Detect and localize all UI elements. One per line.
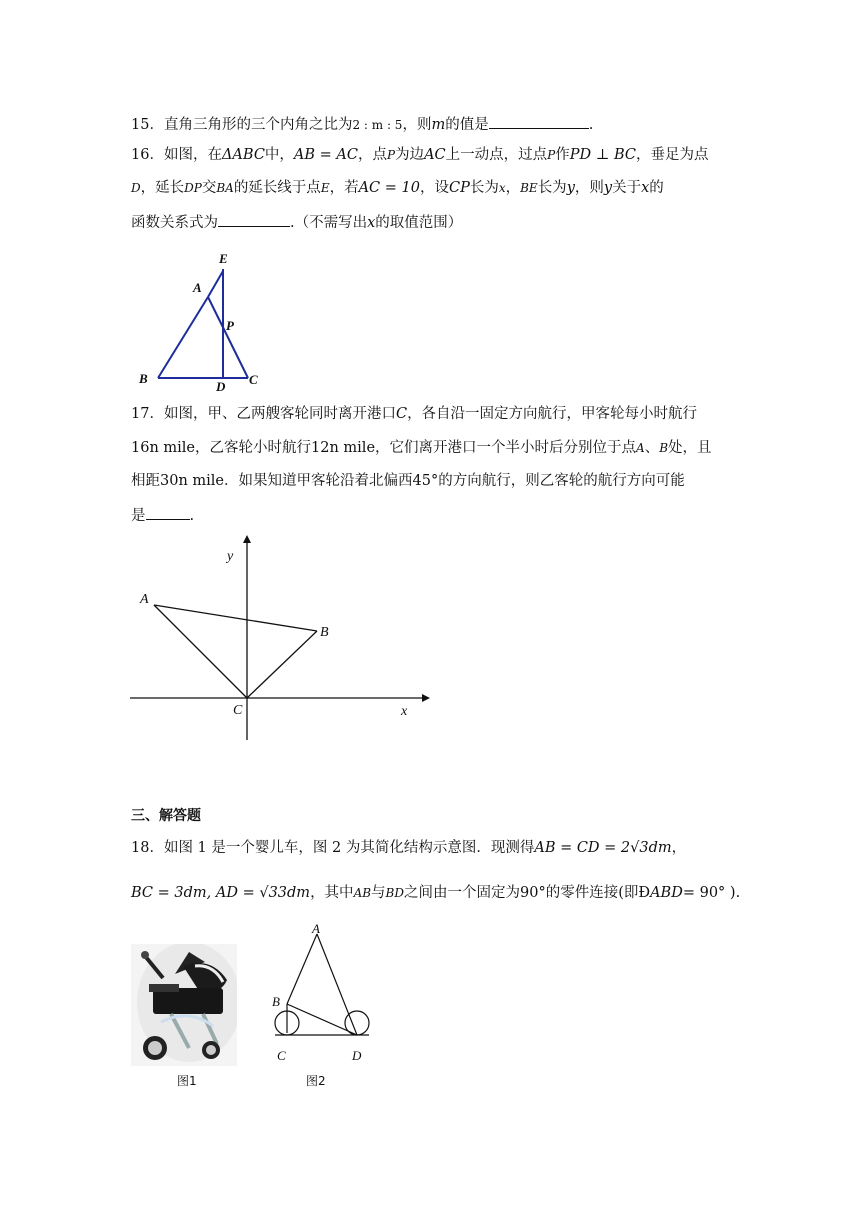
q16-text: 中， — [264, 147, 294, 163]
question-17-line-3 — [131, 471, 685, 491]
q17-var: A — [636, 441, 645, 455]
q16-text: 为边 — [395, 147, 425, 163]
q18-text: ， — [671, 840, 687, 856]
q16-text: 上一动点，过点 — [445, 147, 548, 163]
q16-var: P — [386, 148, 396, 162]
label-a: A — [140, 592, 149, 607]
question-16-line-1 — [131, 145, 708, 165]
q16-var: P — [547, 148, 556, 162]
q16-var: x — [641, 180, 650, 196]
q16-var: x — [498, 181, 506, 195]
label-a: A — [193, 280, 202, 295]
q18-eq: BC = 3dm, AD = √33dm — [131, 885, 311, 901]
label-c: C — [277, 1048, 286, 1063]
y-axis-arrow-icon — [243, 535, 251, 543]
q15-answer-blank[interactable] — [489, 114, 589, 129]
q16-var: AC — [424, 147, 446, 163]
q17-value: 12n mile — [311, 440, 376, 456]
label-d: D — [352, 1048, 362, 1063]
stroller-photo — [131, 944, 237, 1066]
q16-triangle: ΔABC — [221, 147, 265, 163]
q17-text: 处，且 — [668, 440, 712, 456]
q17-text: ，它们离开港口一个半小时后分别位于点 — [375, 440, 637, 456]
q17-value: 30n mile — [160, 473, 225, 489]
q17-var: B — [659, 441, 669, 455]
q16-text: 作 — [555, 147, 570, 163]
q18-text: ，其中 — [310, 885, 354, 901]
q18-text: = 90° ). — [682, 885, 741, 901]
q16-triangle-figure — [130, 245, 280, 395]
q17-var: C — [395, 406, 408, 422]
q16-var: CP — [448, 180, 470, 196]
q16-answer-blank[interactable] — [218, 212, 290, 227]
q16-text: 16．如图，在 — [131, 147, 222, 163]
segment-ab — [287, 934, 317, 1004]
q16-var: DP — [184, 181, 202, 195]
question-18-line-1 — [131, 838, 686, 858]
segment-ca — [154, 605, 247, 698]
label-y: y — [227, 549, 234, 564]
q17-text: ．如果知道甲客轮沿着北偏西 — [224, 473, 413, 489]
q16-text: ，若 — [329, 180, 359, 196]
q18-var: ABD — [650, 885, 683, 901]
q15-ratio: 2 : m : 5 — [352, 118, 403, 132]
q16-var: y — [603, 180, 613, 196]
stroller-icon — [131, 944, 237, 1066]
q16-var: y — [566, 180, 575, 196]
label-b: B — [272, 994, 280, 1009]
q17-answer-blank[interactable] — [146, 505, 190, 520]
question-15 — [131, 114, 593, 135]
q16-text: ，则 — [574, 180, 604, 196]
q17-text: 、 — [644, 440, 660, 456]
q16-text: ，延长 — [140, 180, 185, 196]
label-a: A — [312, 921, 320, 936]
segment-ae-extension — [208, 271, 223, 297]
label-p: P — [226, 318, 234, 333]
question-18-line-2 — [131, 883, 740, 903]
q17-value: 45° — [412, 473, 439, 489]
q15-text-c: 的值是 — [445, 117, 489, 133]
q16-text: ，点 — [357, 147, 387, 163]
q16-text: 交 — [201, 180, 217, 196]
label-b: B — [139, 371, 148, 386]
q15-text: 15．直角三角形的三个内角之比为 — [131, 117, 353, 133]
q15-end: . — [588, 117, 594, 133]
figure-1-caption: 图1 — [177, 1074, 197, 1088]
q18-text: 的零件连接(即Ð — [545, 885, 651, 901]
q16-text: 关于 — [612, 180, 642, 196]
segment-ba — [158, 297, 208, 378]
label-b: B — [320, 625, 329, 640]
q17-text: ，各自沿一固定方向航行，甲客轮每小时航行 — [407, 406, 698, 422]
q17-text: ，乙客轮小时航行 — [195, 440, 312, 456]
q16-var: x — [367, 215, 376, 231]
q17-value: 16n mile — [131, 440, 196, 456]
label-c: C — [249, 372, 258, 387]
q16-text: ，垂足为点 — [635, 147, 709, 163]
q16-text: 函数关系式为 — [131, 215, 218, 231]
label-x: x — [401, 704, 408, 719]
label-d: D — [216, 379, 226, 394]
section-title: 三、解答题 — [131, 808, 201, 824]
q16-text: 的延长线于点 — [233, 180, 321, 196]
segment-ac — [208, 297, 248, 378]
q17-text: 相距 — [131, 473, 160, 489]
q15-var-m: m — [431, 117, 446, 133]
q16-text: ， — [505, 180, 521, 196]
q16-var: BA — [216, 181, 234, 195]
q16-text: ，设 — [419, 180, 449, 196]
q18-text: 18．如图 1 是一个婴儿车，图 2 为其简化结构示意图．现测得 — [131, 840, 535, 856]
question-17-line-4 — [131, 505, 194, 526]
figure-2-caption: 图2 — [306, 1074, 326, 1088]
q16-eq: AB = AC — [293, 147, 358, 163]
label-c: C — [233, 703, 243, 718]
q17-text: 的方向航行，则乙客轮的航行方向可能 — [438, 473, 685, 489]
q16-var: BE — [520, 181, 538, 195]
q16-text: 长为 — [469, 180, 499, 196]
question-16-line-3 — [131, 212, 462, 233]
q15-text-b: ，则 — [402, 117, 432, 133]
q16-eq: AC = 10 — [358, 180, 420, 196]
q17-text: . — [189, 508, 195, 524]
q16-text: 的取值范围） — [375, 215, 463, 231]
segment-cb — [247, 631, 317, 698]
question-16-line-2 — [131, 178, 664, 198]
q17-text: 是 — [131, 508, 146, 524]
x-axis-arrow-icon — [422, 694, 430, 702]
q18-var: AB — [353, 886, 372, 900]
q18-text: 与 — [371, 885, 386, 901]
q18-value: 90° — [520, 885, 546, 901]
label-e: E — [219, 251, 228, 266]
segment-ab — [154, 605, 317, 631]
question-17-line-1 — [131, 404, 697, 424]
wheel-d — [345, 1011, 369, 1035]
q18-var: BD — [385, 886, 404, 900]
q18-structure-figure — [265, 920, 395, 1070]
q18-eq: AB = CD = 2√3dm — [534, 840, 672, 856]
question-17-line-2 — [131, 438, 712, 458]
q16-text: .（不需写出 — [290, 215, 368, 231]
q17-coordinate-figure — [130, 535, 440, 745]
q16-text: 长为 — [537, 180, 567, 196]
q16-var: D — [131, 181, 141, 195]
q16-text: 的 — [649, 180, 664, 196]
q18-text: 之间由一个固定为 — [404, 885, 520, 901]
q16-var: E — [320, 181, 330, 195]
q16-eq: PD ⊥ BC — [569, 147, 636, 163]
q17-text: 17．如图，甲、乙两艘客轮同时离开港口 — [131, 406, 396, 422]
